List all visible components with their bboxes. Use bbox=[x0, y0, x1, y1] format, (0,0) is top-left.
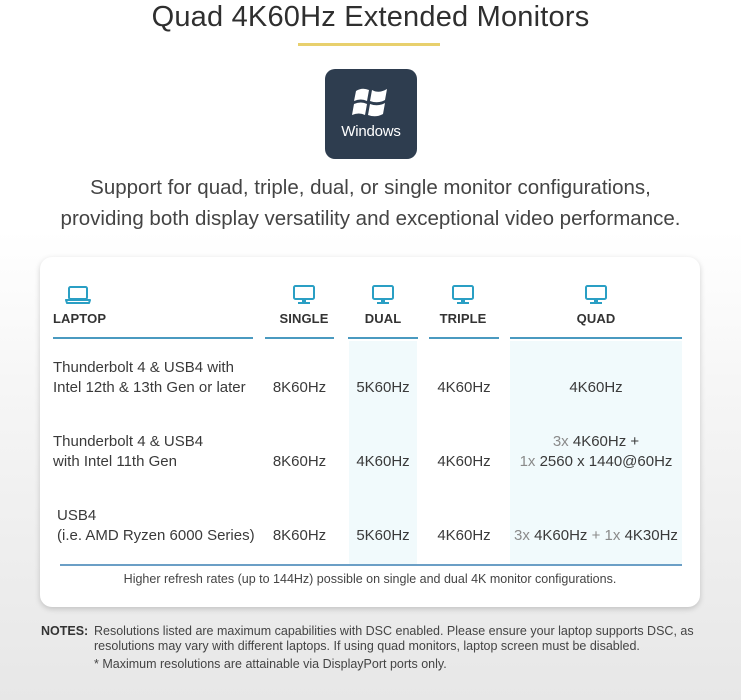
windows-logo-icon bbox=[352, 85, 390, 119]
laptop-icon bbox=[65, 285, 91, 305]
notes-star-note: * Maximum resolutions are attainable via DisplayPort ports only. bbox=[94, 657, 447, 671]
table-row-3-quad bbox=[506, 526, 686, 546]
header-divider-single bbox=[265, 337, 334, 339]
monitor-icon bbox=[451, 285, 475, 305]
table-row-3-single: 8K60Hz bbox=[272, 527, 327, 544]
windows-label: Windows bbox=[341, 123, 401, 140]
laptop-line-1: Thunderbolt 4 & USB4 with bbox=[53, 359, 234, 376]
monitor-icon bbox=[371, 285, 395, 305]
column-header-quad: QUAD bbox=[566, 285, 626, 326]
quad-value: 4K30Hz bbox=[624, 527, 678, 544]
laptop-line-1: Thunderbolt 4 & USB4 bbox=[53, 433, 204, 450]
quad-count-prefix: 1x bbox=[519, 453, 536, 470]
quad-value: 4K60Hz + bbox=[572, 433, 640, 450]
table-row-2-laptop bbox=[53, 432, 203, 472]
table-row-2-dual: 4K60Hz bbox=[356, 453, 410, 470]
plus-sign: + bbox=[591, 527, 601, 544]
quad-value: 4K60Hz bbox=[534, 527, 588, 544]
monitor-icon bbox=[584, 285, 608, 305]
header-divider-triple bbox=[429, 337, 499, 339]
table-row-1-quad: 4K60Hz bbox=[569, 379, 623, 396]
quad-value: 2560 x 1440@60Hz bbox=[539, 453, 673, 470]
table-row-1-triple: 4K60Hz bbox=[437, 379, 491, 396]
monitor-icon bbox=[292, 285, 316, 305]
table-row-3-triple: 4K60Hz bbox=[437, 527, 491, 544]
header-divider-dual bbox=[348, 337, 418, 339]
column-header-laptop: LAPTOP bbox=[53, 285, 106, 326]
subtitle bbox=[0, 172, 741, 234]
page-title: Quad 4K60Hz Extended Monitors bbox=[151, 1, 590, 33]
table-row-2-triple: 4K60Hz bbox=[437, 453, 491, 470]
windows-badge bbox=[325, 69, 417, 159]
quad-count-prefix: 3x bbox=[552, 433, 569, 450]
table-footnote: Higher refresh rates (up to 144Hz) possible on single and dual 4K monitor configurations. bbox=[123, 572, 617, 586]
table-row-1-single: 8K60Hz bbox=[272, 379, 327, 396]
subtitle-line-2: providing both display versatility and exceptional video performance. bbox=[60, 207, 681, 230]
table-bottom-divider bbox=[60, 564, 682, 566]
notes-label: NOTES: bbox=[41, 624, 89, 638]
laptop-line-2: (i.e. AMD Ryzen 6000 Series) bbox=[57, 527, 255, 544]
header-divider-quad bbox=[510, 337, 682, 339]
laptop-line-2: Intel 12th & 13th Gen or later bbox=[53, 379, 246, 396]
table-row-2-single: 8K60Hz bbox=[272, 453, 327, 470]
header-divider-laptop bbox=[53, 337, 253, 339]
subtitle-line-1: Support for quad, triple, dual, or single monitor configurations, bbox=[90, 176, 651, 199]
table-row-3-dual: 5K60Hz bbox=[356, 527, 410, 544]
table-row-2-quad bbox=[510, 432, 682, 472]
column-header-triple: TRIPLE bbox=[433, 285, 493, 326]
column-header-dual: DUAL bbox=[353, 285, 413, 326]
laptop-line-2: with Intel 11th Gen bbox=[53, 453, 177, 470]
quad-count-prefix: 3x bbox=[514, 527, 530, 544]
table-row-1-laptop bbox=[53, 358, 246, 398]
column-header-single: SINGLE bbox=[274, 285, 334, 326]
compatibility-table-card bbox=[40, 257, 700, 607]
title-accent-line bbox=[298, 43, 440, 46]
notes-text: Resolutions listed are maximum capabilities with DSC enabled. Please ensure your laptop supports DSC, as resolutions may vary with different laptops. If using quad monitors, laptop screen must be disabled. bbox=[94, 624, 694, 653]
laptop-line-1: USB4 bbox=[57, 507, 97, 524]
table-row-3-laptop bbox=[57, 506, 255, 546]
quad-count-prefix: 1x bbox=[604, 527, 621, 544]
table-row-1-dual: 5K60Hz bbox=[356, 379, 410, 396]
